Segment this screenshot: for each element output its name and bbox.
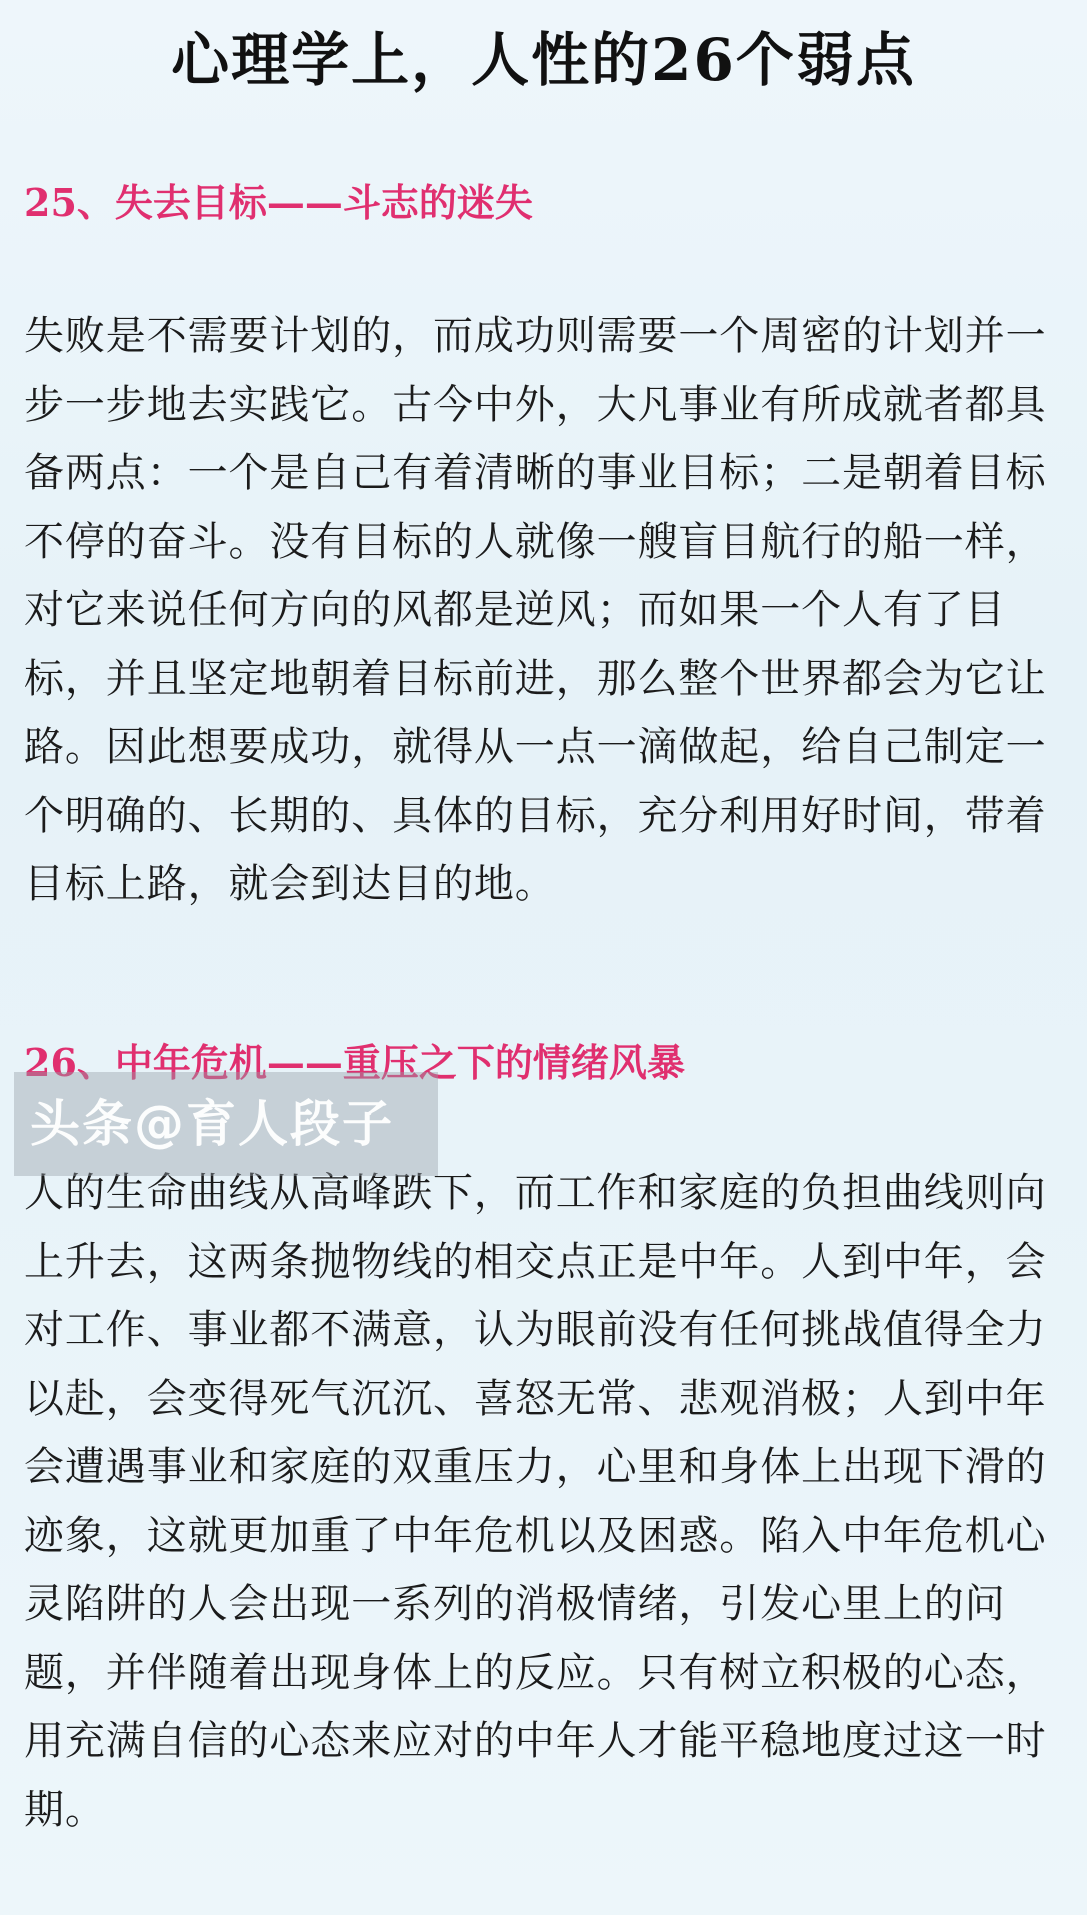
- section-26-heading: 26、中年危机——重压之下的情绪风暴: [24, 1040, 685, 1085]
- section-26-body: 人的生命曲线从高峰跌下，而工作和家庭的负担曲线则向上升去，这两条抛物线的相交点正是中年。人到中年，会对工作、事业都不满意，认为眼前没有任何挑战值得全力以赴，会变得死气沉沉、喜怒无常、悲观消极；人到中年会遭遇事业和家庭的双重压力，心里和身体上出现下滑的迹象，这就更加重了中年危机以及困惑。陷入中年危机心灵陷阱的人会出现一系列的消极情绪，引发心里上的问题，并伴随着出现身体上的反应。只有树立积极的心态，用充满自信的心态来应对的中年人才能平稳地度过这一时期。: [24, 1170, 1047, 1833]
- page-title: 心理学上，人性的26个弱点: [171, 26, 916, 94]
- section-25-body: 失败是不需要计划的，而成功则需要一个周密的计划并一步一步地去实践它。古今中外，大凡事业有所成就者都具备两点：一个是自己有着清晰的事业目标；二是朝着目标不停的奋斗。没有目标的人就像一艘盲目航行的船一样，对它来说任何方向的风都是逆风；而如果一个人有了目标，并且坚定地朝着目标前进，那么整个世界都会为它让路。因此想要成功，就得从一点一滴做起，给自己制定一个明确的、长期的、具体的目标，充分利用好时间，带着目标上路，就会到达目的地。: [24, 313, 1047, 907]
- section-25-heading: 25、失去目标——斗志的迷失: [24, 180, 533, 225]
- source-watermark: 头条@育人段子: [14, 1072, 438, 1176]
